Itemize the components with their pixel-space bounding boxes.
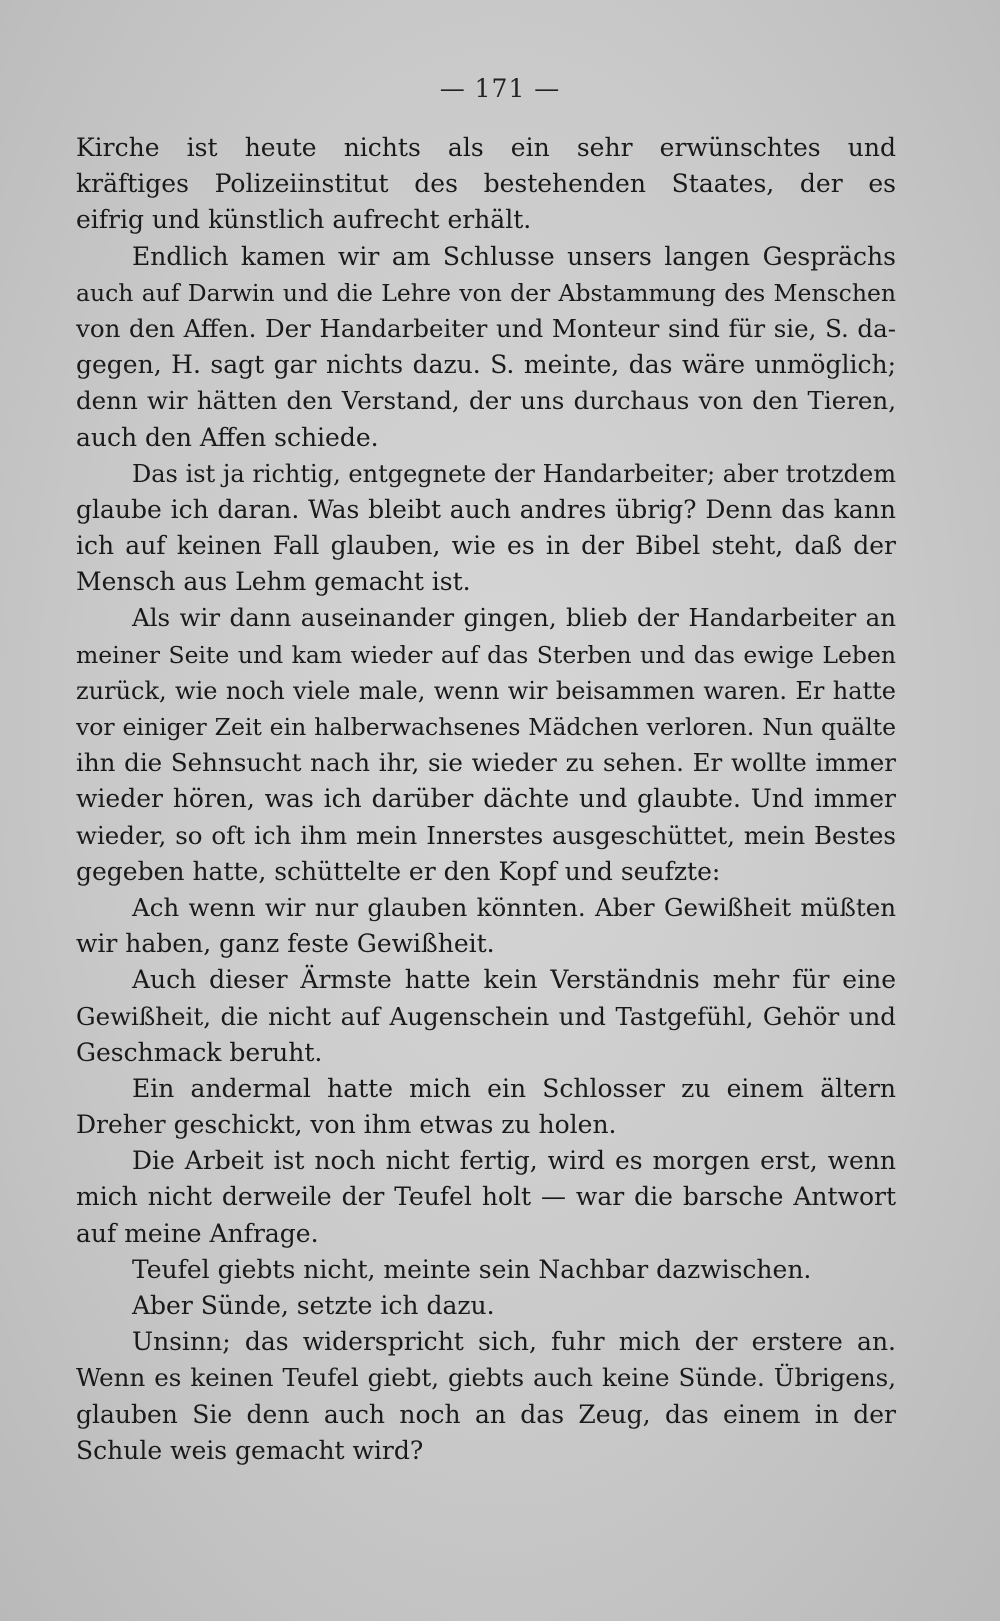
text-line: Die Arbeit ist noch nicht fertig, wird es morgen erst, wenn [132,1146,896,1176]
text-line: wir haben, ganz feste Gewißheit. [76,929,495,959]
text-line: auch auf Darwin und die Lehre von der Abstammung des Menschen [76,278,896,307]
text-line: ich auf keinen Fall glauben, wie es in der Bibel steht, daß der [76,531,896,561]
text-line: glaube ich daran. Was bleibt auch andres übrig? Denn das kann [76,494,896,524]
text-line: Aber Sünde, setzte ich dazu. [132,1291,495,1320]
text-line: wieder, so oft ich ihm mein Innerstes ausgeschüttet, mein Bestes [76,820,896,850]
text-line: Ein andermal hatte mich ein Schlosser zu einem ältern [132,1073,896,1103]
text-line: von den Affen. Der Handarbeiter und Monteur sind für sie, S. da- [76,313,896,343]
text-line: Wenn es keinen Teufel giebt, giebts auch keine Sünde. Übrigens, [76,1363,896,1393]
text-line: eifrig und künstlich aufrecht erhält. [76,205,532,235]
text-line: glauben Sie denn auch noch an das Zeug, das einem in der [76,1399,896,1429]
text-line: gegeben hatte, schüttelte er den Kopf und seufzte: [76,856,721,886]
text-line: Kirche ist heute nichts als ein sehr erwünschtes und [76,133,896,162]
text-line: Das ist ja richtig, entgegnete der Handarbeiter; aber trotzdem [132,459,896,488]
text-line: meiner Seite und kam wieder auf das Sterben und das ewige Leben [76,640,896,669]
text-line: Als wir dann auseinander gingen, blieb der Handarbeiter an [132,603,896,633]
text-line: Dreher geschickt, von ihm etwas zu holen. [76,1110,617,1140]
body-text [76,130,896,1469]
page-number: — 171 — [439,74,561,103]
text-line: Unsinn; das widerspricht sich, fuhr mich der erstere an. [132,1327,896,1357]
text-line: mich nicht derweile der Teufel holt — war die barsche Antwort [76,1182,896,1212]
text-line: wieder hören, was ich darüber dächte und glaubte. Und immer [76,784,896,814]
text-line: Gewißheit, die nicht auf Augenschein und Tastgefühl, Gehör und [76,1001,896,1031]
text-line: auf meine Anfrage. [76,1218,319,1248]
text-line: denn wir hätten den Verstand, der uns durchaus von den Tieren, [76,386,896,416]
text-line: ihn die Sehnsucht nach ihr, sie wieder zu sehen. Er wollte immer [76,748,896,778]
text-line: Geschmack beruht. [76,1037,323,1067]
text-line: zurück, wie noch viele male, wenn wir beisammen waren. Er hatte [76,676,896,705]
text-line: auch den Affen schiede. [76,422,379,452]
text-line: Teufel giebts nicht, meinte sein Nachbar dazwischen. [132,1254,812,1284]
text-line: vor einiger Zeit ein halberwachsenes Mädchen verloren. Nun quälte [76,713,896,741]
text-line: Auch dieser Ärmste hatte kein Verständnis mehr für eine [132,965,896,995]
text-line: Endlich kamen wir am Schlusse unsers langen Gesprächs [132,241,896,271]
text-line: Ach wenn wir nur glauben könnten. Aber Gewißheit müßten [132,892,896,922]
text-line: gegen, H. sagt gar nichts dazu. S. meinte, das wäre unmöglich; [76,350,896,380]
text-line: Schule weis gemacht wird? [76,1435,424,1465]
text-line: kräftiges Polizeiinstitut des bestehenden Staates, der es [76,169,896,199]
text-line: Mensch aus Lehm gemacht ist. [76,567,471,597]
